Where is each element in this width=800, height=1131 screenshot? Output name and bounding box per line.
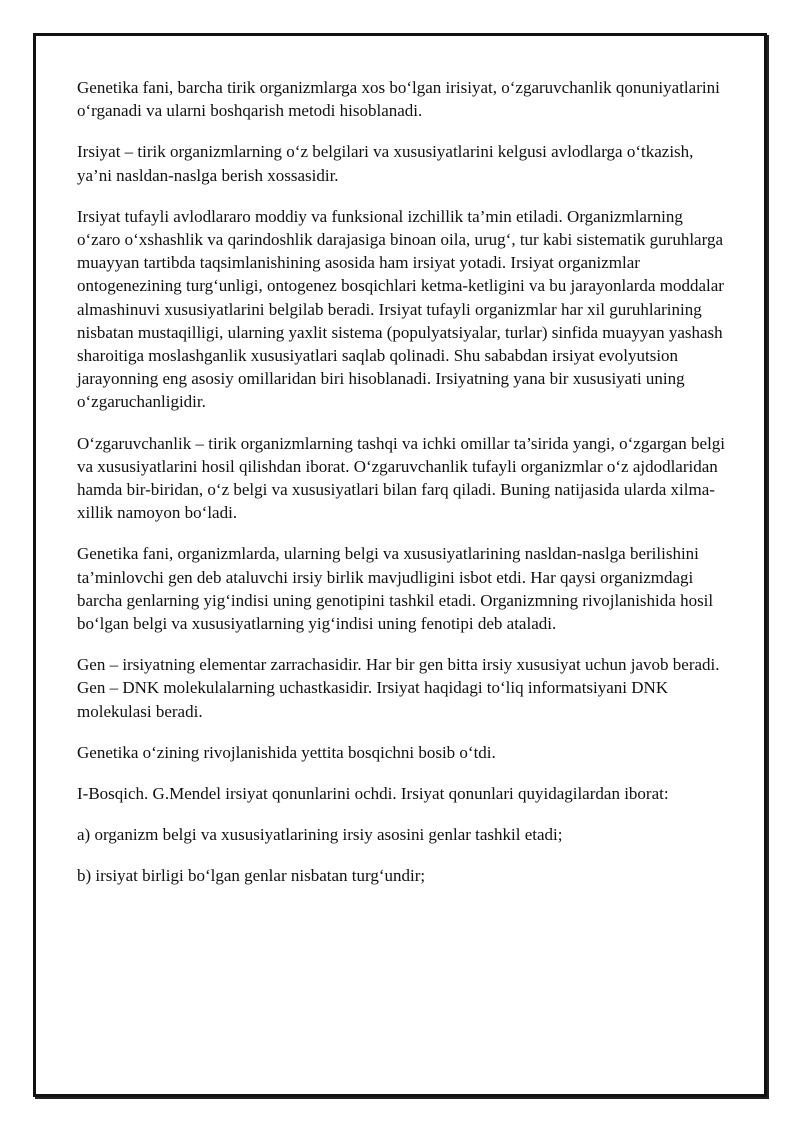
paragraph-variability-definition: O‘zgaruvchanlik – tirik organizmlarning tashqi va ichki omillar ta’sirida yangi, o‘zgargan belgi va xususiyatlarini hosil qilishdan iborat. O‘zgaruvchanlik tufayli organizmlar o‘z ajdodlaridan hamda bir-biridan, o‘z belgi va xususiyatlari bilan farq qiladi. Buning natijasida ularda xilma-xillik namoyon bo‘ladi. (77, 433, 726, 523)
paragraph-gene-definition: Gen – irsiyatning elementar zarrachasidir. Har bir gen bitta irsiy xususiyat uchun javob beradi. Gen – DNK molekulalarning uchastkasidir. Irsiyat haqidagi to‘liq informatsiyani DNK molekulasi beradi. (77, 655, 720, 721)
paragraph-genetics-definition: Genetika fani, barcha tirik organizmlarga xos bo‘lgan irisiyat, o‘zgaruvchanlik qonuniyatlarini o‘rganadi va ularni boshqarish metodi hisoblanadi. (77, 78, 720, 121)
paragraph-heredity-role: Irsiyat tufayli avlodlararo moddiy va funksional izchillik ta’min etiladi. Organizmlarning o‘zaro o‘xshashlik va qarindoshlik darajasiga binoan oila, urug‘, tur kabi sistematik guruhlarga muayyan tartibda taqsimlanishining asosida ham irsiyat yotadi. Irsiyat organizmlar ontogenezining turg‘unligi, ontogenez bosqichlari ketma-ketligini va bu jarayonlarda moddalar almashinuvi xususiyatlarini belgilab beradi. Irsiyat tufayli organizmlar har xil guruhlarining nisbatan mustaqilligi, ularning yaxlit sistema (populyatsiyalar, turlar) sinfida muayyan yashash sharoitiga moslashganlik xususiyatlari saqlab qolinadi. Shu sababdan irsiyat evolyutsion jarayonning eng asosiy omillaridan biri hisoblanadi. Irsiyatning yana bir xususiyati uning o‘zgaruchanligidir. (77, 206, 724, 412)
paragraph-seven-stages: Genetika o‘zining rivojlanishida yettita bosqichni bosib o‘tdi. (77, 742, 496, 762)
list-item-b: b) irsiyat birligi bo‘lgan genlar nisbatan turg‘undir; (77, 866, 426, 886)
paragraph-stage-one: I-Bosqich. G.Mendel irsiyat qonunlarini ochdi. Irsiyat qonunlari quyidagilardan iborat: (77, 784, 669, 804)
paragraph-gene-genotype-phenotype: Genetika fani, organizmlarda, ularning belgi va xususiyatlarining nasldan-naslga berilishini ta’minlovchi gen deb ataluvchi irsiy birlik mavjudligini isbot etdi. Har qaysi organizmdagi barcha genlarning yig‘indisi uning genotipini tashkil etadi. Organizmning rivojlanishida hosil bo‘lgan belgi va xususiyatlarning yig‘indisi uning fenotipi deb ataladi. (77, 544, 714, 634)
list-item-a: a) organizm belgi va xususiyatlarining irsiy asosini genlar tashkil etadi; (77, 825, 563, 845)
document-body (77, 76, 727, 906)
paragraph-heredity-definition: Irsiyat – tirik organizmlarning o‘z belgilari va xususiyatlarini kelgusi avlodlarga o‘tkazish, ya’ni nasldan-naslga berish xossasidir. (77, 142, 694, 185)
